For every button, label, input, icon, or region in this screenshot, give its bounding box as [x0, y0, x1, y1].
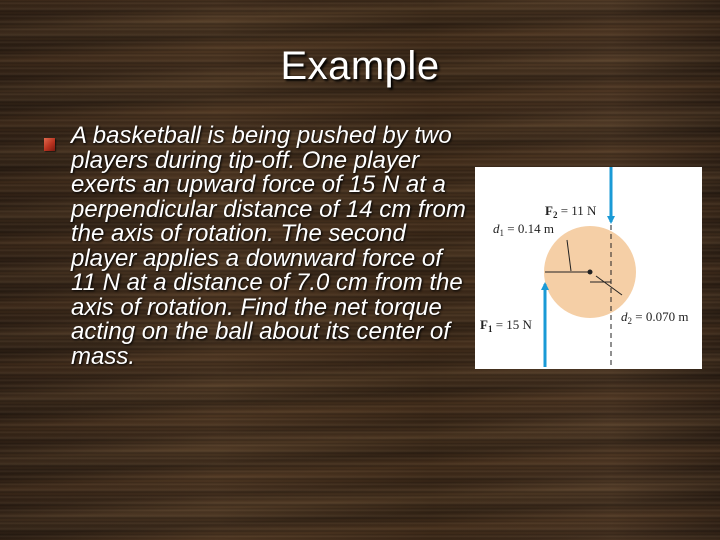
d1-label: $d_1 = 0.14$ m: [493, 221, 554, 238]
basketball-figure: [475, 167, 702, 369]
problem-text: A basketball is being pushed by two players during tip-off. One player exerts an upward force of 15 N at a perpendicular distance of 14 cm from the axis of rotation. The second player applies a downward force of 11 N at a distance of 7.0 cm from the axis of rotation. Find the net torque acting on the ball about its center of mass.: [71, 122, 466, 370]
center-of-mass-dot: [588, 270, 593, 275]
page-title: Example: [280, 44, 440, 88]
d2-label: $d_2 = 0.070$ m: [621, 309, 689, 326]
f2-label: $F_2 = 11$ N: [545, 203, 597, 220]
f1-label: $F_1 = 15$ N: [480, 317, 532, 334]
bullet-marker: [44, 138, 55, 151]
